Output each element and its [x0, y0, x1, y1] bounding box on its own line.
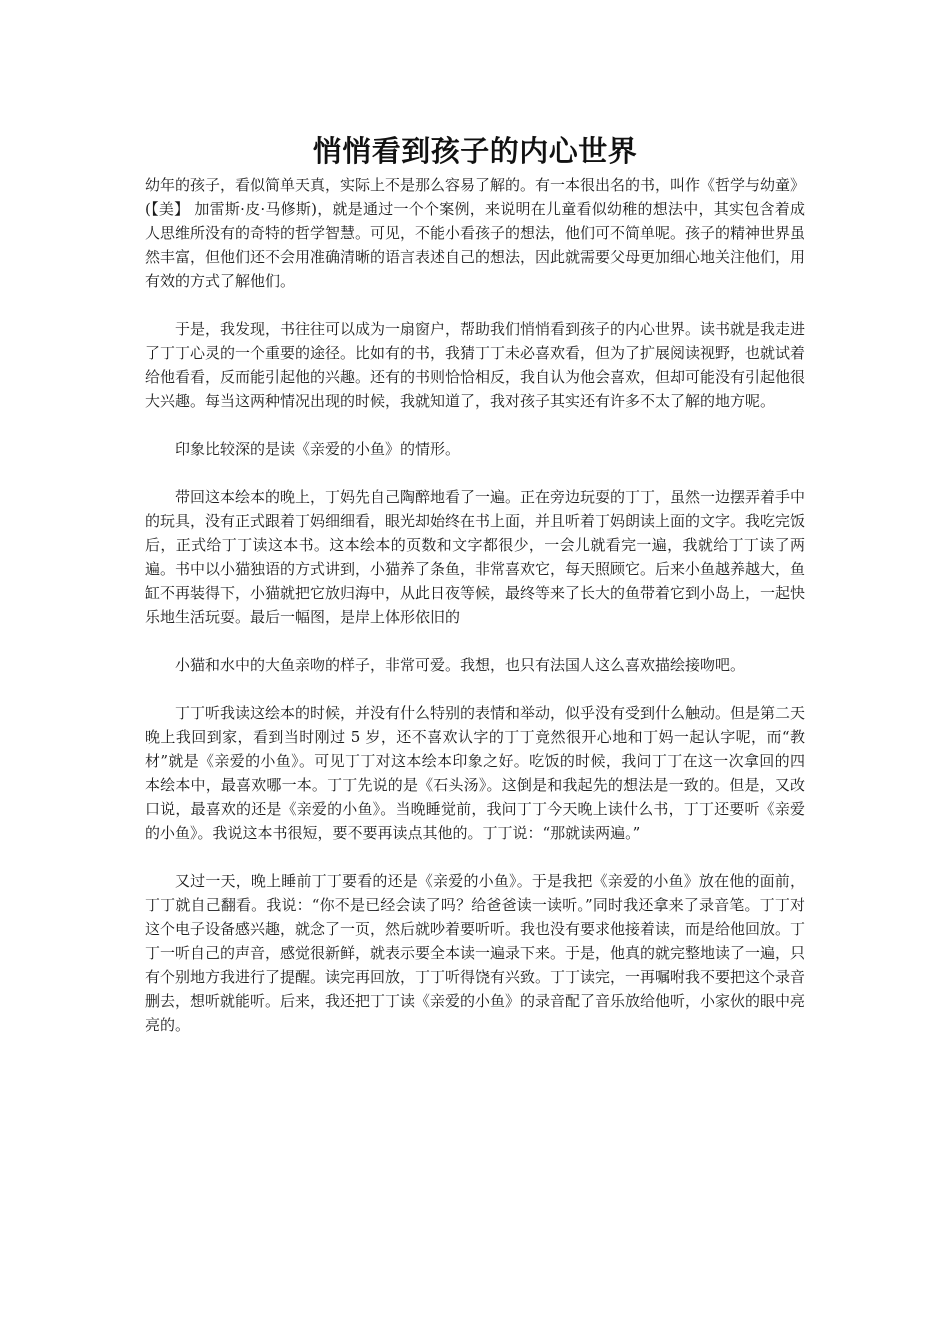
- document-title: 悄悄看到孩子的内心世界: [312, 134, 638, 168]
- paragraph-second-day: 丁丁听我读这绘本的时候，并没有什么特别的表情和举动，似乎没有受到什么触动。但是第二天晚上我回到家，看到当时刚过 5 岁，还不喜欢认字的丁丁竟然很开心地和丁妈一起认字呢，而“教材”就是《亲爱的小鱼》。可见丁丁对这本绘本印象之好。吃饭的时候，我问丁丁在这一次拿回的四本绘本中，最喜欢哪一本。丁丁先说的是《石头汤》。这倒是和我起先的想法是一致的。但是，又改口说，最喜欢的还是《亲爱的小鱼》。当晚睡觉前，我问丁丁今天晚上读什么书，丁丁还要听《亲爱的小鱼》。我说这本书很短，要不要再读点其他的。丁丁说：“那就读两遍。”: [145, 704, 806, 842]
- paragraph-kiss: 小猫和水中的大鱼亲吻的样子，非常可爱。我想，也只有法国人这么喜欢描绘接吻吧。: [175, 656, 746, 674]
- document-body: [145, 131, 805, 1037]
- paragraph-impression: 印象比较深的是读《亲爱的小鱼》的情形。: [175, 440, 461, 458]
- paragraph-window: 于是，我发现，书往往可以成为一扇窗户，帮助我们悄悄看到孩子的内心世界。读书就是我走进了丁丁心灵的一个重要的途径。比如有的书，我猜丁丁未必喜欢看，但为了扩展阅读视野，也就试着给他看看，反而能引起他的兴趣。还有的书则恰恰相反，我自认为他会喜欢，但却可能没有引起他很大兴趣。每当这两种情况出现的时候，我就知道了，我对孩子其实还有许多不太了解的地方呢。: [145, 320, 806, 410]
- paragraph-first-reading: 带回这本绘本的晚上，丁妈先自己陶醉地看了一遍。正在旁边玩耍的丁丁，虽然一边摆弄着手中的玩具，没有正式跟着丁妈细细看，眼光却始终在书上面，并且听着丁妈朗读上面的文字。我吃完饭后，正式给丁丁读这本书。这本绘本的页数和文字都很少，一会儿就看完一遍，我就给丁丁读了两遍。书中以小猫独语的方式讲到，小猫养了条鱼，非常喜欢它，每天照顾它。后来小鱼越养越大，鱼缸不再装得下，小猫就把它放归海中，从此日夜等候，最终等来了长大的鱼带着它到小岛上，一起快乐地生活玩耍。最后一幅图，是岸上体形依旧的: [145, 488, 806, 626]
- paragraph-intro: 幼年的孩子，看似简单天真，实际上不是那么容易了解的。有一本很出名的书，叫作《哲学与幼童》(【美】 加雷斯·皮·马修斯)，就是通过一个个案例，来说明在儿童看似幼稚的想法中，其实包含着成人思维所没有的奇特的哲学智慧。可见，不能小看孩子的想法，他们可不简单呢。孩子的精神世界虽然丰富，但他们还不会用准确清晰的语言表述自己的想法，因此就需要父母更加细心地关注他们，用有效的方式了解他们。: [145, 176, 806, 290]
- paragraph-recording: 又过一天，晚上睡前丁丁要看的还是《亲爱的小鱼》。于是我把《亲爱的小鱼》放在他的面前，丁丁就自己翻看。我说：“你不是已经会读了吗？给爸爸读一读听。”同时我还拿来了录音笔。丁丁对这个电子设备感兴趣，就念了一页，然后就吵着要听听。我也没有要求他接着读，而是给他回放。丁丁一听自己的声音，感觉很新鲜，就表示要全本读一遍录下来。于是，他真的就完整地读了一遍，只有个别地方我进行了提醒。读完再回放，丁丁听得饶有兴致。丁丁读完，一再嘱咐我不要把这个录音删去，想听就能听。后来，我还把丁丁读《亲爱的小鱼》的录音配了音乐放给他听，小家伙的眼中亮亮的。: [145, 872, 806, 1034]
